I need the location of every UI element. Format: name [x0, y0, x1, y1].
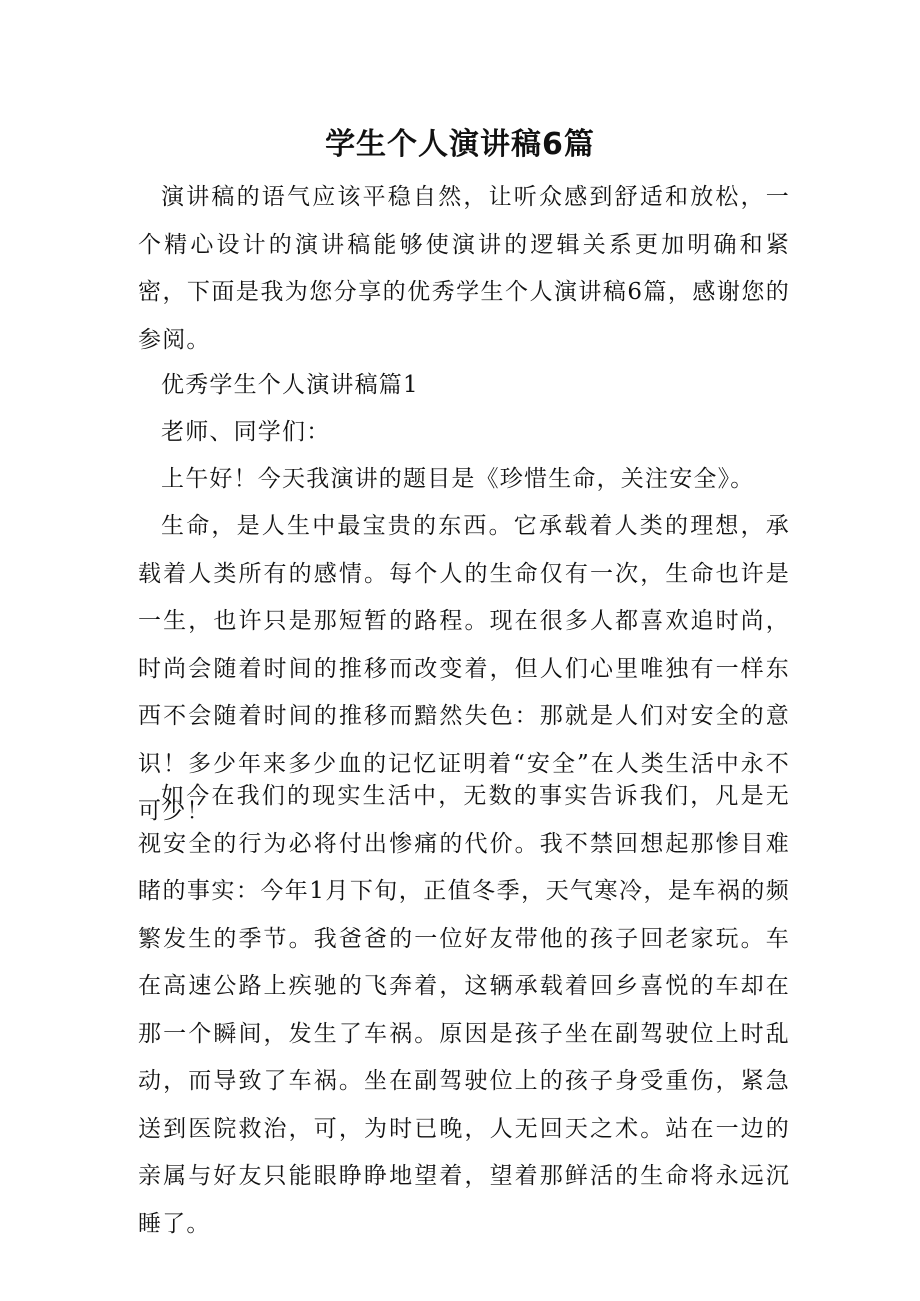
document-title: 学生个人演讲稿6篇 [325, 127, 595, 162]
body-paragraph-1: 生命，是人生中最宝贵的东西。它承载着人类的理想，承载着人类所有的感情。每个人的生命仅有一次，生命也许是一生，也许只是那短暂的路程。现在很多人都喜欢追时尚，时尚会随着时间的推移而改变着，但人们心里唯独有一样东西不会随着时间的推移而黯然失色：那就是人们对安全的意识！多少年来多少血的记忆证明着“安全”在人类生活中永不可少！ [138, 513, 790, 824]
section-heading: 优秀学生个人演讲稿篇1 [161, 372, 419, 398]
intro-paragraph: 演讲稿的语气应该平稳自然，让听众感到舒适和放松，一个精心设计的演讲稿能够使演讲的逻辑关系更加明确和紧密，下面是我为您分享的优秀学生个人演讲稿6篇，感谢您的参阅。 [138, 184, 790, 353]
opening-line: 上午好！今天我演讲的题目是《珍惜生命，关注安全》。 [161, 466, 755, 492]
body-paragraph-2: 如今在我们的现实生活中，无数的事实告诉我们，凡是无视安全的行为必将付出惨痛的代价。我不禁回想起那惨目难睹的事实：今年1月下旬，正值冬季，天气寒冷，是车祸的频繁发生的季节。我爸爸的一位好友带他的孩子回老家玩。车在高速公路上疾驰的飞奔着，这辆承载着回乡喜悦的车却在那一个瞬间，发生了车祸。原因是孩子坐在副驾驶位上时乱动，而导致了车祸。坐在副驾驶位上的孩子身受重伤，紧急送到医院救治，可，为时已晚，人无回天之术。站在一边的亲属与好友只能眼睁睁地望着，望着那鲜活的生命将永远沉睡了。 [138, 783, 790, 1237]
greeting-line: 老师、同学们： [161, 419, 331, 445]
